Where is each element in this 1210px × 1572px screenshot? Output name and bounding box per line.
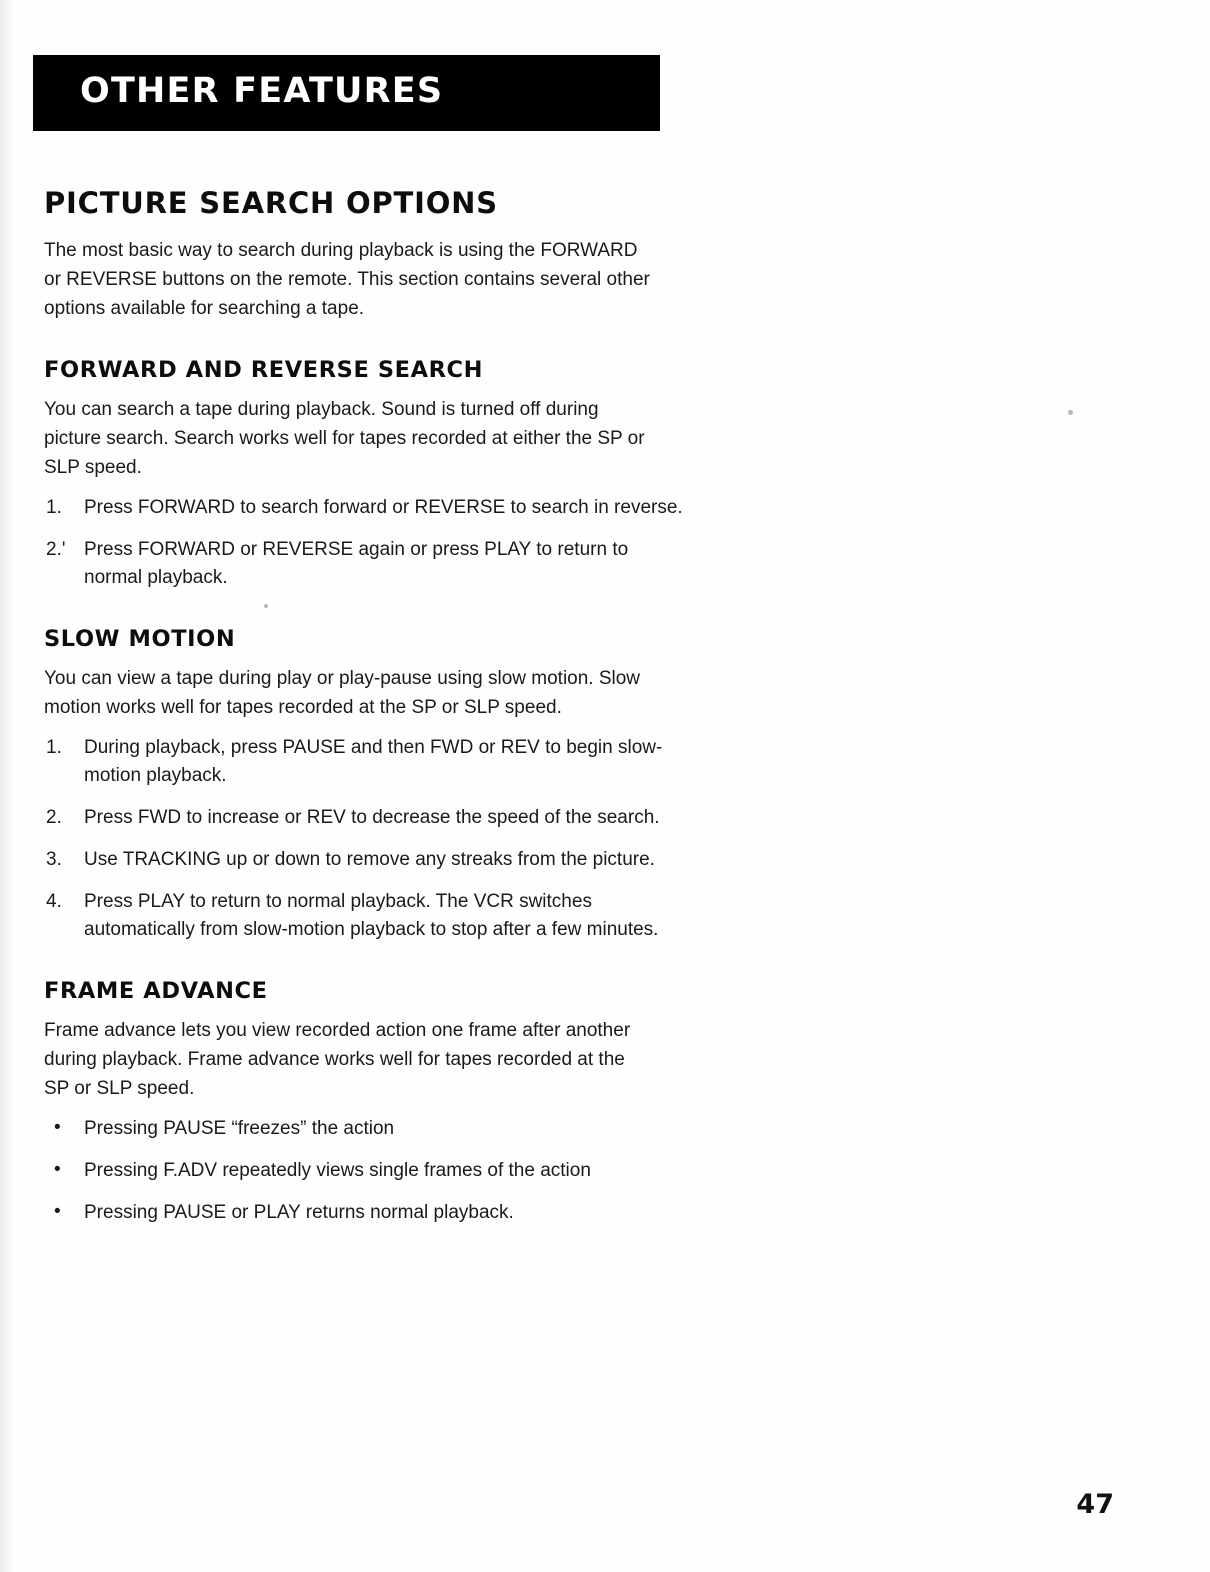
bullet-marker: •: [54, 1117, 61, 1138]
step-marker: 4.: [46, 891, 62, 912]
paragraph-frame-advance-intro: Frame advance lets you view recorded action one frame after another during playback. Frame advance works well for tapes recorded at the SP or SLP speed.: [44, 1020, 631, 1099]
list-item: [44, 734, 684, 790]
step-marker: 1.: [46, 737, 62, 758]
bullet-text: Pressing PAUSE or PLAY returns normal playback.: [84, 1202, 514, 1223]
page-number: 47: [1076, 1489, 1114, 1520]
heading-picture-search-options: PICTURE SEARCH OPTIONS: [44, 186, 498, 220]
page-content: [44, 186, 684, 1241]
list-item: [44, 1199, 684, 1227]
step-marker: 2.: [46, 807, 62, 828]
step-text: Use TRACKING up or down to remove any streaks from the picture.: [84, 849, 655, 870]
step-text: Press FORWARD to search forward or REVERSE to search in reverse.: [84, 497, 683, 518]
chapter-banner: [33, 55, 660, 131]
bullet-text: Pressing F.ADV repeatedly views single frames of the action: [84, 1160, 591, 1181]
paragraph-forward-reverse-intro: You can search a tape during playback. Sound is turned off during picture search. Search works well for tapes recorded at either the SP or SLP speed.: [44, 399, 645, 478]
page-edge-shadow: [0, 0, 14, 1572]
paragraph-slow-motion-intro: You can view a tape during play or play-pause using slow motion. Slow motion works well for tapes recorded at the SP or SLP speed.: [44, 668, 641, 718]
step-text: Press PLAY to return to normal playback. The VCR switches automatically from slow-motion playback to stop after a few minutes.: [84, 891, 659, 940]
list-item: [44, 1115, 684, 1143]
list-item: [44, 494, 684, 522]
list-item: [44, 888, 684, 944]
scan-artifact: [264, 604, 268, 608]
step-marker: 2.': [46, 539, 66, 560]
step-marker: 1.: [46, 497, 62, 518]
step-marker: 3.: [46, 849, 62, 870]
steps-slow-motion: [44, 734, 684, 944]
list-item: [44, 536, 684, 592]
step-text: Press FWD to increase or REV to decrease the speed of the search.: [84, 807, 660, 828]
steps-forward-reverse: [44, 494, 684, 592]
chapter-title: OTHER FEATURES: [80, 71, 444, 111]
heading-slow-motion: SLOW MOTION: [44, 626, 236, 652]
bullet-marker: •: [54, 1159, 61, 1180]
bullets-frame-advance: [44, 1115, 684, 1227]
list-item: [44, 1157, 684, 1185]
list-item: [44, 846, 684, 874]
paragraph-picture-search-intro: The most basic way to search during playback is using the FORWARD or REVERSE buttons on the remote. This section contains several other options available for searching a tape.: [44, 240, 650, 319]
heading-forward-and-reverse-search: FORWARD AND REVERSE SEARCH: [44, 357, 484, 383]
step-text: Press FORWARD or REVERSE again or press PLAY to return to normal playback.: [84, 539, 629, 588]
list-item: [44, 804, 684, 832]
heading-frame-advance: FRAME ADVANCE: [44, 978, 268, 1004]
scan-artifact: [1068, 410, 1073, 415]
step-text: During playback, press PAUSE and then FWD or REV to begin slow-motion playback.: [84, 737, 663, 786]
bullet-marker: •: [54, 1201, 61, 1222]
bullet-text: Pressing PAUSE “freezes” the action: [84, 1118, 395, 1139]
